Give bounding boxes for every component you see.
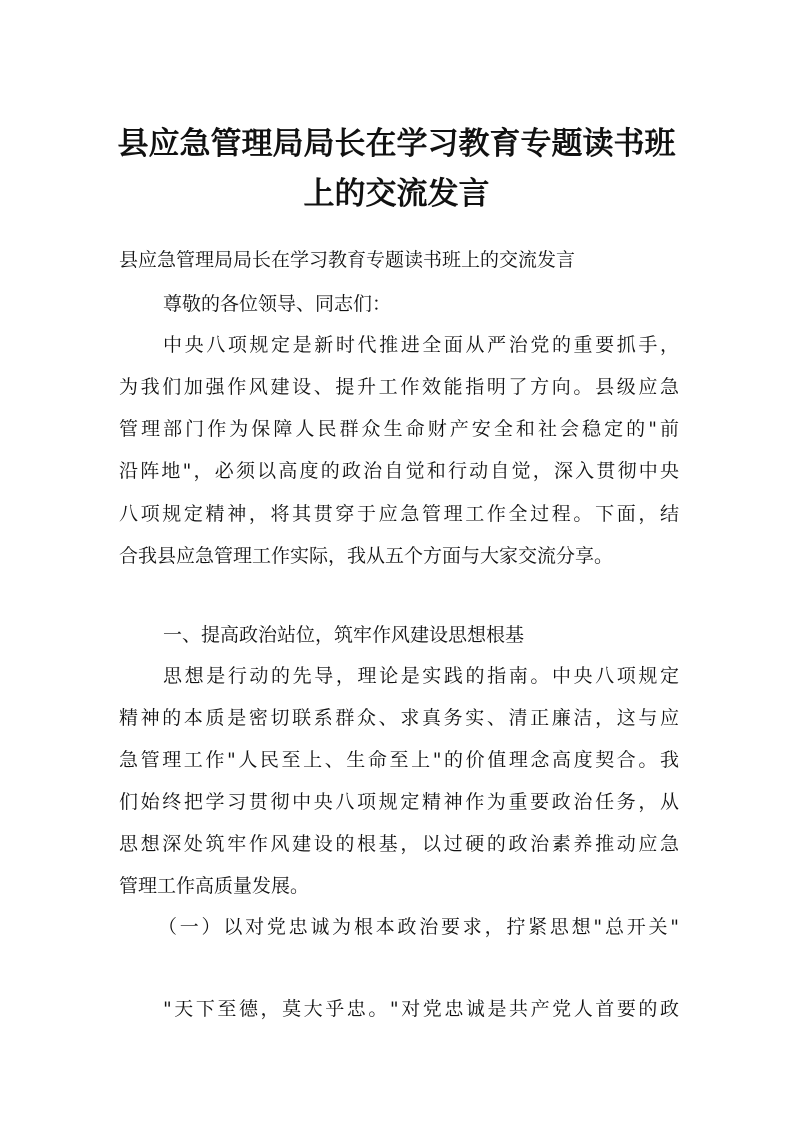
section-paragraph-line: 管理工作高质量发展。: [119, 875, 310, 897]
document-title-line-1: 县应急管理局局长在学习教育专题读书班: [117, 126, 676, 162]
intro-line: 八项规定精神，将其贯穿于应急管理工作全过程。下面，结: [119, 503, 679, 525]
section-paragraph-line: 精神的本质是密切联系群众、求真务实、清正廉洁，这与应: [119, 707, 679, 729]
document-subtitle: 县应急管理局局长在学习教育专题读书班上的交流发言: [119, 249, 576, 271]
intro-line: 中央八项规定是新时代推进全面从严治党的重要抓手，: [163, 334, 679, 356]
section-heading: 一、提高政治站位，筑牢作风建设思想根基: [163, 624, 525, 646]
document-title-line-2: 上的交流发言: [303, 176, 490, 212]
section-paragraph-line: 们始终把学习贯彻中央八项规定精神作为重要政治任务，从: [119, 791, 679, 813]
subsection-paragraph-line: "天下至德，莫大乎忠。"对党忠诚是共产党人首要的政: [163, 998, 679, 1020]
section-paragraph-line: 急管理工作"人民至上、生命至上"的价值理念高度契合。我: [119, 749, 679, 771]
salutation: 尊敬的各位领导、同志们：: [163, 293, 392, 315]
intro-line: 沿阵地"，必须以高度的政治自觉和行动自觉，深入贯彻中央: [119, 460, 679, 482]
intro-line: 合我县应急管理工作实际，我从五个方面与大家交流分享。: [119, 545, 614, 567]
section-paragraph-line: 思想深处筑牢作风建设的根基，以过硬的政治素养推动应急: [119, 833, 679, 855]
intro-line: 为我们加强作风建设、提升工作效能指明了方向。县级应急: [119, 376, 679, 398]
intro-line: 管理部门作为保障人民群众生命财产安全和社会稳定的"前: [119, 418, 679, 440]
subsection-heading: （一）以对党忠诚为根本政治要求，拧紧思想"总开关": [158, 916, 679, 938]
section-paragraph-line: 思想是行动的先导，理论是实践的指南。中央八项规定: [163, 665, 679, 687]
